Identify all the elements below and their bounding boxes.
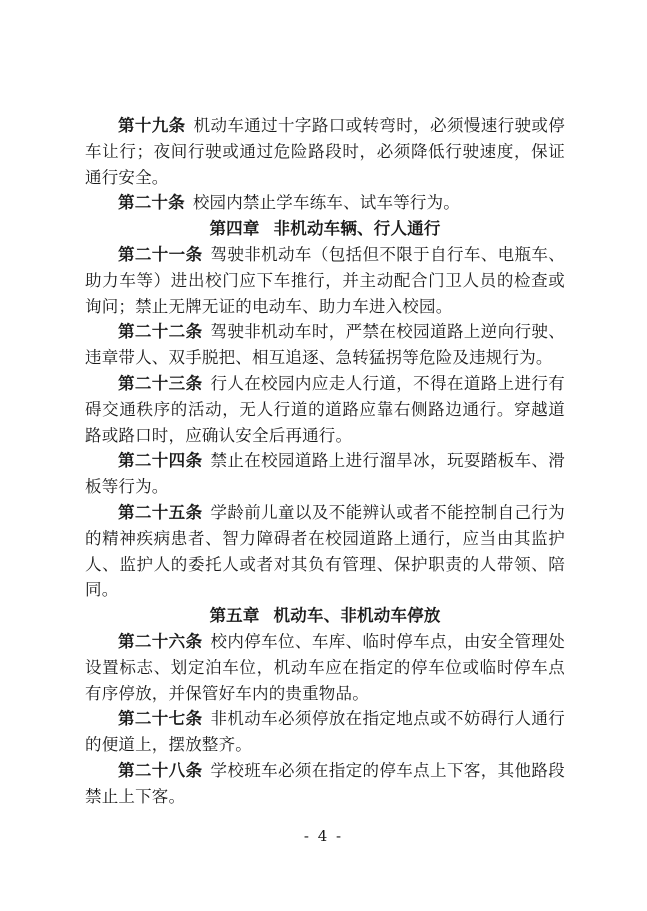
article-28: [85, 758, 565, 810]
article-text: 校内停车位、车库、临时停车点，由安全管理处设置标志、划定泊车位，机动车应在指定的停车位或临时停车点有序停放，并保管好车内的贵重物品。: [85, 631, 566, 703]
article-number: 第二十一条: [118, 244, 203, 264]
chapter-number: 第四章: [209, 219, 260, 239]
article-text: 禁止在校园道路上进行溜旱冰，玩耍踏板车、滑板等行为。: [85, 451, 566, 497]
article-text: 学龄前儿童以及不能辨认或者不能控制自己行为的精神疾病患者、智力障碍者在校园道路上通行，应当由其监护人、监护人的委托人或者对其负有管理、保护职责的人带领、陪同。: [85, 502, 566, 600]
article-text: 校园内禁止学车练车、试车等行为。: [192, 193, 461, 213]
chapter-5-heading: [85, 603, 565, 629]
article-number: 第二十二条: [118, 322, 203, 342]
article-text: 驾驶非机动车（包括但不限于自行车、电瓶车、助力车等）进出校门应下车推行，并主动配合门卫人员的检查或询问；禁止无牌无证的电动车、助力车进入校园。: [85, 244, 566, 316]
article-text: 行人在校园内应走人行道，不得在道路上进行有碍交通秩序的活动，无人行道的道路应靠右侧路边通行。穿越道路或路口时，应确认安全后再通行。: [85, 373, 566, 445]
article-23: [85, 371, 565, 448]
article-number: 第二十六条: [118, 631, 203, 651]
article-21: [85, 242, 565, 319]
article-text: 机动车通过十字路口或转弯时，必须慢速行驶或停车让行；夜间行驶或通过危险路段时，必须降低行驶速度，保证通行安全。: [85, 116, 565, 187]
article-text: 非机动车必须停放在指定地点或不妨碍行人通行的便道上，摆放整齐。: [85, 709, 566, 755]
document-body: [85, 113, 565, 810]
article-26: [85, 629, 565, 706]
article-number: 第二十七条: [118, 709, 203, 729]
article-number: 第十九条: [118, 116, 186, 135]
chapter-title: 非机动车辆、行人通行: [273, 219, 441, 239]
article-number: 第二十八条: [118, 760, 203, 780]
chapter-number: 第五章: [209, 606, 260, 626]
article-24: [85, 448, 565, 500]
article-number: 第二十五条: [118, 502, 203, 522]
article-number: 第二十四条: [118, 451, 203, 471]
article-19: [85, 113, 565, 190]
article-22: [85, 319, 565, 371]
page-number: - 4 -: [303, 827, 344, 845]
chapter-title: 机动车、非机动车停放: [273, 606, 441, 626]
article-text: 学校班车必须在指定的停车点上下客，其他路段禁止上下客。: [85, 760, 566, 806]
article-20: [85, 190, 565, 216]
article-text: 驾驶非机动车时，严禁在校园道路上逆向行驶、违章带人、双手脱把、相互追逐、急转猛拐等危险及违规行为。: [85, 322, 566, 368]
article-number: 第二十三条: [118, 373, 203, 393]
chapter-4-heading: [85, 216, 565, 242]
article-25: [85, 500, 565, 603]
article-number: 第二十条: [118, 193, 185, 213]
article-27: [85, 706, 565, 758]
